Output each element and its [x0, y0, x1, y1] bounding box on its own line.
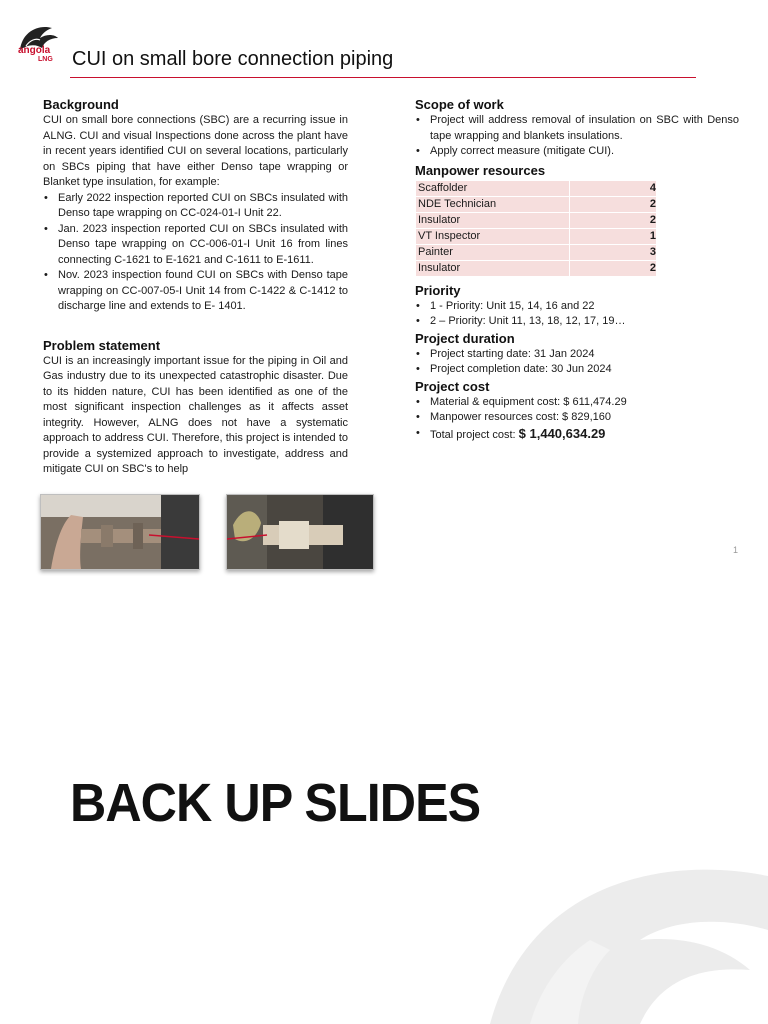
- background-intro: CUI on small bore connections (SBC) are a recurring issue in ALNG. CUI and visual Inspections done across the plant have in recent years identified CUI on several locations, particularly on SBCs piping that have either Denso tape wrapping or Blanket type insulation, for example:: [43, 114, 348, 188]
- role-cell: Insulator: [416, 260, 570, 276]
- table-row: [416, 196, 657, 212]
- priority-heading: Priority: [415, 282, 461, 298]
- cost-item: • Material & equipment cost: $ 611,474.29: [415, 395, 739, 411]
- cost-total-item: [415, 426, 739, 444]
- role-cell: Painter: [416, 244, 570, 260]
- count-cell: 3: [570, 244, 657, 260]
- table-row: [416, 260, 657, 276]
- left-column: [43, 96, 348, 488]
- title-underline: [70, 77, 696, 78]
- logo-watermark-icon: [470, 840, 768, 1024]
- cost-heading: Project cost: [415, 378, 490, 394]
- scope-list: [415, 113, 739, 160]
- role-cell: VT Inspector: [416, 228, 570, 244]
- scope-item: • Apply correct measure (mitigate CUI).: [415, 144, 739, 160]
- role-cell: Insulator: [416, 212, 570, 228]
- scope-item: • Project will address removal of insulation on SBC with Denso tape wrapping and blankets insulations.: [415, 113, 739, 144]
- cost-item: • Manpower resources cost: $ 829,160: [415, 410, 739, 426]
- priority-item: • 1 - Priority: Unit 15, 14, 16 and 22: [415, 299, 739, 315]
- background-item: • Jan. 2023 inspection reported CUI on SBCs insulated with Denso tape wrapping on CC-006-01-I Unit 16 from lines connecting C-1621 to E-1621 and C-1611 to E-1611.: [43, 222, 348, 269]
- role-cell: Scaffolder: [416, 180, 570, 196]
- logo-subtext: LNG: [38, 56, 53, 63]
- duration-list: [415, 347, 739, 378]
- table-row: [416, 228, 657, 244]
- total-cost-value: $ 1,440,634.29: [518, 425, 606, 441]
- table-row: [416, 212, 657, 228]
- table-row: [416, 180, 657, 196]
- page-number: 1: [733, 545, 739, 555]
- role-cell: NDE Technician: [416, 196, 570, 212]
- count-cell: 1: [570, 228, 657, 244]
- priority-item: • 2 – Priority: Unit 11, 13, 18, 12, 17, 19…: [415, 314, 739, 330]
- problem-text: CUI is an increasingly important issue for the piping in Oil and Gas industry due to its unexpected catastrophic disaster. Due to its hidden nature, CUI has been identified as one of the most significant inspection challenges as it affects asset integrity. However, ALNG does not have a systematic approach to address CUI. Therefore, this project is intended to provide a systemized approach to investigate, address and mitigate CUI on SBC's to help: [43, 354, 348, 475]
- duration-item: • Project starting date: 31 Jan 2024: [415, 347, 739, 363]
- corroded-pipe-photo: [40, 494, 200, 570]
- backup-slides-title: BACK UP SLIDES: [70, 773, 481, 833]
- problem-heading: Problem statement: [43, 337, 161, 353]
- duration-item: • Project completion date: 30 Jun 2024: [415, 362, 739, 378]
- table-row: [416, 244, 657, 260]
- photo-strip: [36, 490, 374, 572]
- right-column: [415, 96, 739, 443]
- background-list: [43, 191, 348, 315]
- count-cell: 2: [570, 260, 657, 276]
- count-cell: 2: [570, 196, 657, 212]
- count-cell: 4: [570, 180, 657, 196]
- background-heading: Background: [43, 97, 119, 112]
- background-item: • Nov. 2023 inspection found CUI on SBCs with Denso tape wrapping on CC-007-05-I Unit 14 from C-1422 & C-1412 to discharge line and extends to E- 1401.: [43, 268, 348, 315]
- total-cost-label: Total project cost:: [430, 428, 516, 441]
- manpower-table: [415, 180, 657, 277]
- count-cell: 2: [570, 212, 657, 228]
- manpower-heading: Manpower resources: [415, 162, 546, 178]
- background-item: • Early 2022 inspection reported CUI on SBCs insulated with Denso tape wrapping on CC-024-01-I Unit 22.: [43, 191, 348, 222]
- cost-list: [415, 395, 739, 444]
- duration-heading: Project duration: [415, 330, 515, 346]
- insulated-pipe-photo: [226, 494, 374, 570]
- logo-text: angola: [18, 45, 51, 56]
- priority-list: [415, 299, 739, 330]
- slide-title: CUI on small bore connection piping: [72, 48, 394, 70]
- scope-heading: Scope of work: [415, 97, 504, 112]
